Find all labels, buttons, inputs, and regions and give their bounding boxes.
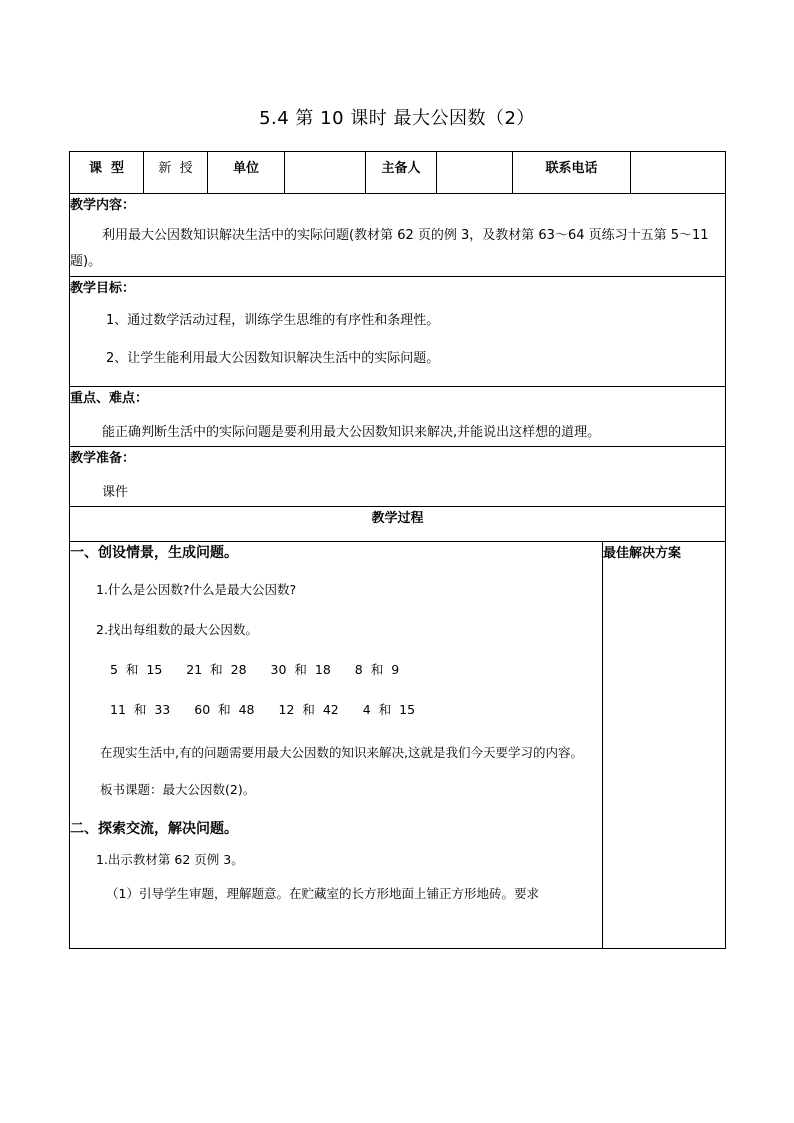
phone-label: 联系电话: [513, 152, 631, 194]
course-type-value: 新 授: [144, 152, 208, 194]
step-1-1: （1）引导学生审题，理解题意。在贮藏室的长方形地面上铺正方形地砖。要求: [106, 886, 539, 901]
number-pair: 30 和 18: [270, 662, 331, 677]
goals-row: [70, 277, 726, 387]
question-2: 2.找出每组数的最大公因数。: [96, 622, 258, 637]
board-title: 板书课题：最大公因数(2)。: [100, 782, 256, 797]
key-points-row: [70, 387, 726, 447]
number-row-1: [70, 660, 602, 680]
number-row-2: [70, 700, 602, 720]
process-body-row: [70, 542, 726, 949]
content-text: 利用最大公因数知识解决生活中的实际问题(教材第 62 页的例 3，及教材第 63～64 页练习十五第 5～11 题)。: [70, 228, 709, 269]
unit-value: [285, 152, 366, 194]
key-points-label: 重点、难点：: [70, 391, 149, 406]
key-points-text: 能正确判断生活中的实际问题是要利用最大公因数知识来解决,并能说出这样想的道理。: [102, 425, 601, 440]
part1-title: 一、创设情景，生成问题。: [70, 545, 238, 561]
solution-label: 最佳解决方案: [603, 546, 682, 561]
goal-item: 2、让学生能利用最大公因数知识解决生活中的实际问题。: [106, 351, 440, 366]
page-title: 5.4 第 10 课时 最大公因数（2）: [259, 108, 535, 129]
content-label: 教学内容：: [70, 198, 136, 213]
content-row: [70, 194, 726, 277]
course-type-label: 课 型: [70, 152, 144, 194]
preparer-label: 主备人: [366, 152, 437, 194]
intro-paragraph: 在现实生活中,有的问题需要用最大公因数的知识来解决,这就是我们今天要学习的内容。: [100, 745, 583, 760]
number-pair: 8 和 9: [354, 662, 400, 677]
goal-item: 1、通过数学活动过程，训练学生思维的有序性和条理性。: [106, 313, 440, 328]
part2-title: 二、探索交流，解决问题。: [70, 821, 238, 837]
process-main-column: [70, 542, 603, 949]
step-1: 1.出示教材第 62 页例 3。: [96, 852, 244, 867]
process-label: 教学过程: [70, 507, 726, 542]
preparer-value: [437, 152, 513, 194]
preparation-row: [70, 447, 726, 507]
number-pair: 21 和 28: [186, 662, 247, 677]
number-pair: 60 和 48: [194, 702, 255, 717]
header-row: [70, 152, 726, 194]
phone-value: [631, 152, 726, 194]
number-pair: 12 和 42: [278, 702, 339, 717]
lesson-plan-table: [69, 151, 726, 949]
question-1: 1.什么是公因数?什么是最大公因数?: [96, 582, 297, 597]
goals-label: 教学目标：: [70, 281, 136, 296]
process-header-row: [70, 507, 726, 542]
number-pair: 4 和 15: [362, 702, 416, 717]
preparation-label: 教学准备：: [70, 451, 136, 466]
number-pair: 5 和 15: [110, 662, 163, 677]
solution-column: [603, 542, 726, 949]
unit-label: 单位: [208, 152, 285, 194]
preparation-text: 课件: [102, 485, 129, 500]
number-pair: 11 和 33: [110, 702, 171, 717]
